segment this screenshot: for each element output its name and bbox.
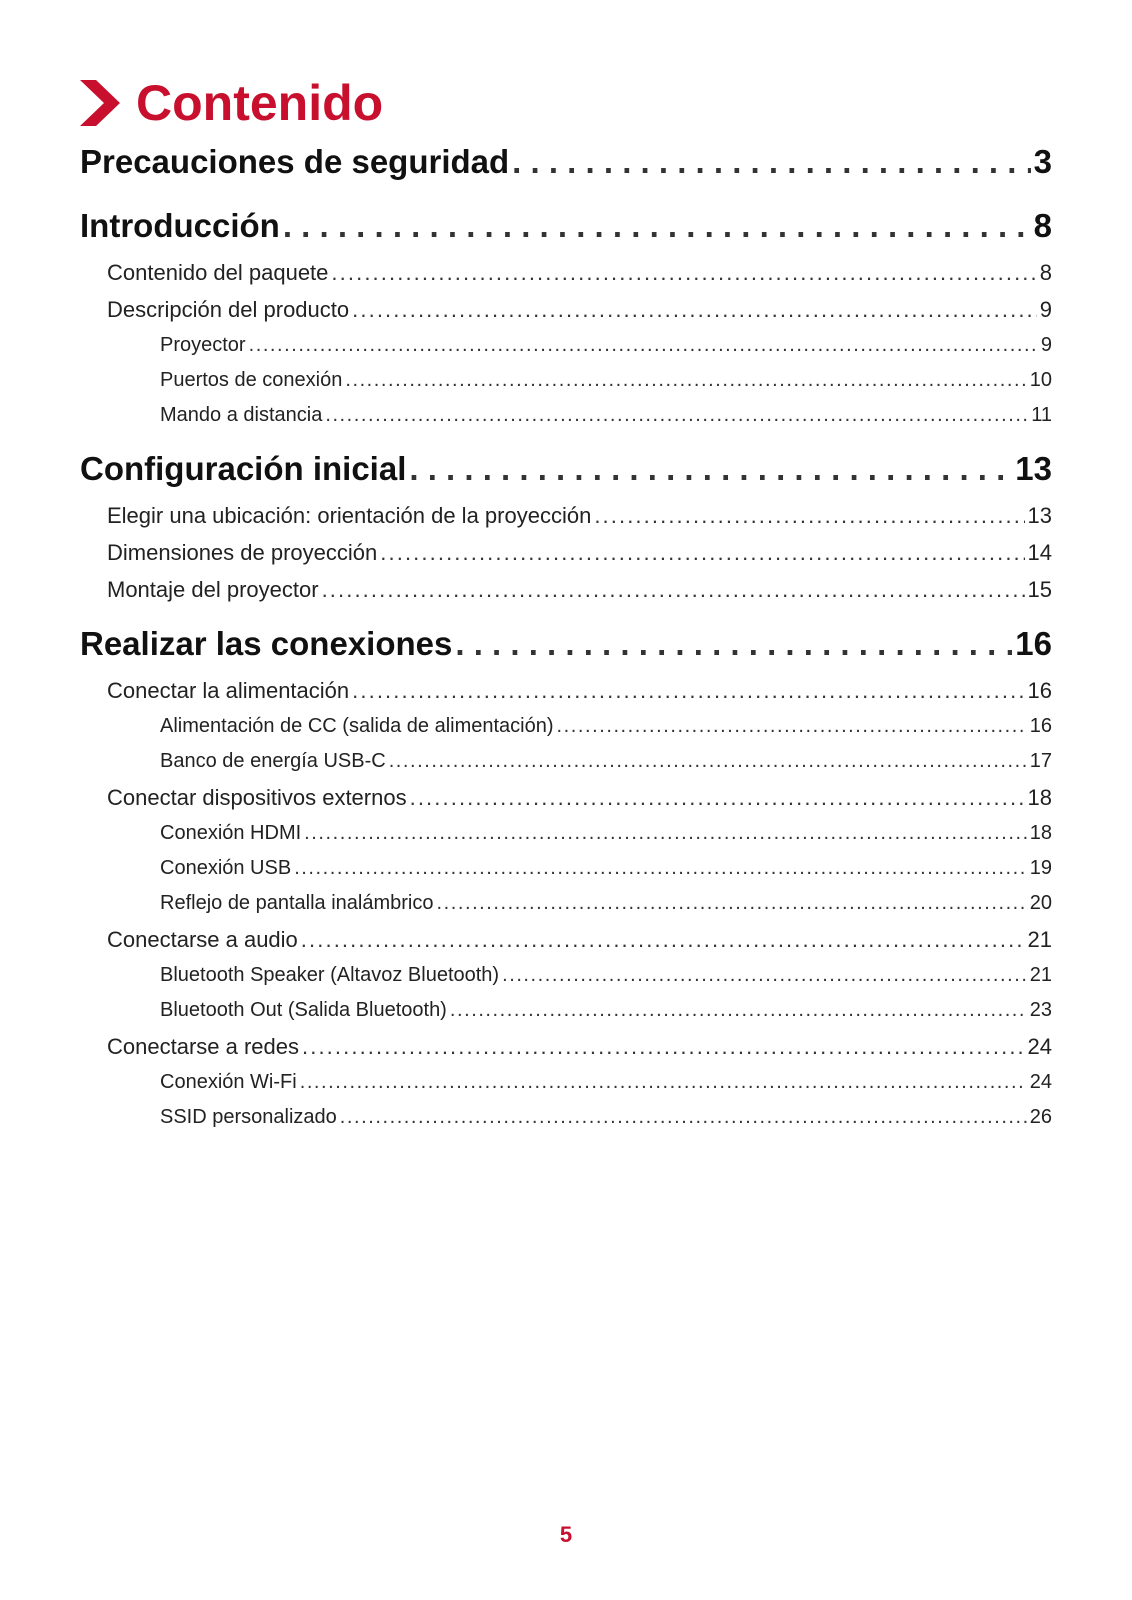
toc-entry-page: 16 bbox=[1027, 678, 1052, 703]
toc-entry-level-2[interactable] bbox=[80, 672, 1052, 709]
toc-entry-title: Banco de energía USB-C bbox=[160, 750, 386, 772]
toc-entry-level-3[interactable] bbox=[80, 398, 1052, 433]
toc-entry-page: 18 bbox=[1029, 822, 1052, 844]
toc-entry-level-2[interactable] bbox=[80, 1028, 1052, 1065]
toc-entry-page: 10 bbox=[1029, 369, 1052, 391]
dot-leader bbox=[322, 571, 1025, 608]
toc-entry-level-3[interactable] bbox=[80, 709, 1052, 744]
dot-leader bbox=[380, 534, 1024, 571]
toc-entry-title: Precauciones de seguridad bbox=[80, 143, 510, 180]
dot-leader bbox=[409, 441, 1012, 497]
table-of-contents bbox=[80, 134, 1052, 1135]
toc-entry-page: 3 bbox=[1033, 143, 1052, 180]
toc-entry-page: 8 bbox=[1039, 260, 1052, 285]
toc-entry-title: Reflejo de pantalla inalámbrico bbox=[160, 892, 434, 914]
toc-entry-page: 21 bbox=[1027, 927, 1052, 952]
toc-entry-level-3[interactable] bbox=[80, 1100, 1052, 1135]
toc-entry-page: 17 bbox=[1029, 750, 1052, 772]
toc-entry-page: 24 bbox=[1027, 1034, 1052, 1059]
toc-entry-title: Dimensiones de proyección bbox=[107, 540, 378, 565]
dot-leader bbox=[249, 328, 1038, 363]
toc-entry-level-2[interactable] bbox=[80, 291, 1052, 328]
toc-entry-title: Conectarse a redes bbox=[107, 1034, 299, 1059]
dot-leader bbox=[557, 709, 1027, 744]
toc-entry-level-3[interactable] bbox=[80, 816, 1052, 851]
dot-leader bbox=[345, 363, 1026, 398]
toc-entry-title: Conectar la alimentación bbox=[107, 678, 350, 703]
dot-leader bbox=[389, 744, 1027, 779]
toc-entry-page: 13 bbox=[1015, 450, 1052, 487]
toc-entry-level-2[interactable] bbox=[80, 779, 1052, 816]
dot-leader bbox=[437, 886, 1027, 921]
toc-entry-level-3[interactable] bbox=[80, 958, 1052, 993]
dot-leader bbox=[455, 616, 1012, 672]
dot-leader bbox=[331, 254, 1036, 291]
toc-entry-level-1[interactable] bbox=[80, 616, 1052, 672]
toc-entry-page: 18 bbox=[1027, 785, 1052, 810]
toc-entry-page: 9 bbox=[1039, 297, 1052, 322]
toc-entry-level-2[interactable] bbox=[80, 254, 1052, 291]
toc-entry-page: 16 bbox=[1029, 715, 1052, 737]
toc-entry-title: Contenido del paquete bbox=[107, 260, 329, 285]
page-number: 5 bbox=[559, 1522, 573, 1547]
toc-entry-level-2[interactable] bbox=[80, 571, 1052, 608]
toc-entry-level-3[interactable] bbox=[80, 328, 1052, 363]
toc-entry-title: Realizar las conexiones bbox=[80, 625, 453, 662]
toc-entry-title: Descripción del producto bbox=[107, 297, 350, 322]
toc-entry-level-3[interactable] bbox=[80, 993, 1052, 1028]
toc-entry-title: Mando a distancia bbox=[160, 404, 323, 426]
toc-entry-title: Bluetooth Speaker (Altavoz Bluetooth) bbox=[160, 964, 500, 986]
toc-entry-level-2[interactable] bbox=[80, 921, 1052, 958]
dot-leader bbox=[294, 851, 1027, 886]
dot-leader bbox=[325, 398, 1028, 433]
toc-entry-page: 11 bbox=[1031, 404, 1052, 426]
toc-entry-title: Conexión HDMI bbox=[160, 822, 302, 844]
toc-entry-title: Conectarse a audio bbox=[107, 927, 298, 952]
dot-leader bbox=[512, 134, 1030, 190]
page-title: Contenido bbox=[136, 75, 384, 131]
toc-entry-title: Alimentación de CC (salida de alimentación) bbox=[160, 715, 554, 737]
toc-entry-level-2[interactable] bbox=[80, 497, 1052, 534]
toc-entry-level-1[interactable] bbox=[80, 198, 1052, 254]
toc-entry-page: 14 bbox=[1027, 540, 1052, 565]
page-header bbox=[80, 70, 383, 136]
toc-entry-title: Conexión Wi-Fi bbox=[160, 1071, 297, 1093]
chevron-right-icon bbox=[80, 80, 120, 126]
toc-entry-title: Conexión USB bbox=[160, 857, 292, 879]
toc-entry-level-3[interactable] bbox=[80, 1065, 1052, 1100]
dot-leader bbox=[410, 779, 1025, 816]
toc-entry-level-3[interactable] bbox=[80, 851, 1052, 886]
dot-leader bbox=[352, 672, 1024, 709]
dot-leader bbox=[352, 291, 1037, 328]
toc-entry-title: Montaje del proyector bbox=[107, 577, 319, 602]
toc-entry-title: Introducción bbox=[80, 207, 280, 244]
toc-entry-title: Elegir una ubicación: orientación de la proyección bbox=[107, 503, 592, 528]
toc-entry-page: 20 bbox=[1029, 892, 1052, 914]
dot-leader bbox=[340, 1100, 1027, 1135]
toc-entry-page: 24 bbox=[1029, 1071, 1052, 1093]
dot-leader bbox=[302, 1028, 1025, 1065]
dot-leader bbox=[301, 921, 1025, 958]
toc-entry-level-3[interactable] bbox=[80, 363, 1052, 398]
toc-entry-page: 9 bbox=[1040, 334, 1052, 356]
toc-entry-title: Conectar dispositivos externos bbox=[107, 785, 407, 810]
toc-entry-title: Proyector bbox=[160, 334, 246, 356]
toc-entry-level-3[interactable] bbox=[80, 886, 1052, 921]
toc-entry-title: Bluetooth Out (Salida Bluetooth) bbox=[160, 999, 447, 1021]
toc-entry-page: 16 bbox=[1015, 625, 1052, 662]
dot-leader bbox=[450, 993, 1027, 1028]
toc-entry-page: 15 bbox=[1027, 577, 1052, 602]
toc-entry-title: Puertos de conexión bbox=[160, 369, 343, 391]
dot-leader bbox=[304, 816, 1027, 851]
dot-leader bbox=[300, 1065, 1027, 1100]
toc-entry-page: 13 bbox=[1027, 503, 1052, 528]
toc-entry-title: Configuración inicial bbox=[80, 450, 407, 487]
toc-entry-level-1[interactable] bbox=[80, 134, 1052, 190]
toc-entry-page: 26 bbox=[1029, 1106, 1052, 1128]
toc-entry-page: 23 bbox=[1029, 999, 1052, 1021]
dot-leader bbox=[502, 958, 1027, 993]
dot-leader bbox=[594, 497, 1024, 534]
toc-entry-level-3[interactable] bbox=[80, 744, 1052, 779]
toc-entry-level-2[interactable] bbox=[80, 534, 1052, 571]
toc-entry-level-1[interactable] bbox=[80, 441, 1052, 497]
toc-entry-page: 19 bbox=[1029, 857, 1052, 879]
toc-entry-page: 8 bbox=[1033, 207, 1052, 244]
toc-entry-page: 21 bbox=[1029, 964, 1052, 986]
toc-entry-title: SSID personalizado bbox=[160, 1106, 337, 1128]
dot-leader bbox=[283, 198, 1031, 254]
